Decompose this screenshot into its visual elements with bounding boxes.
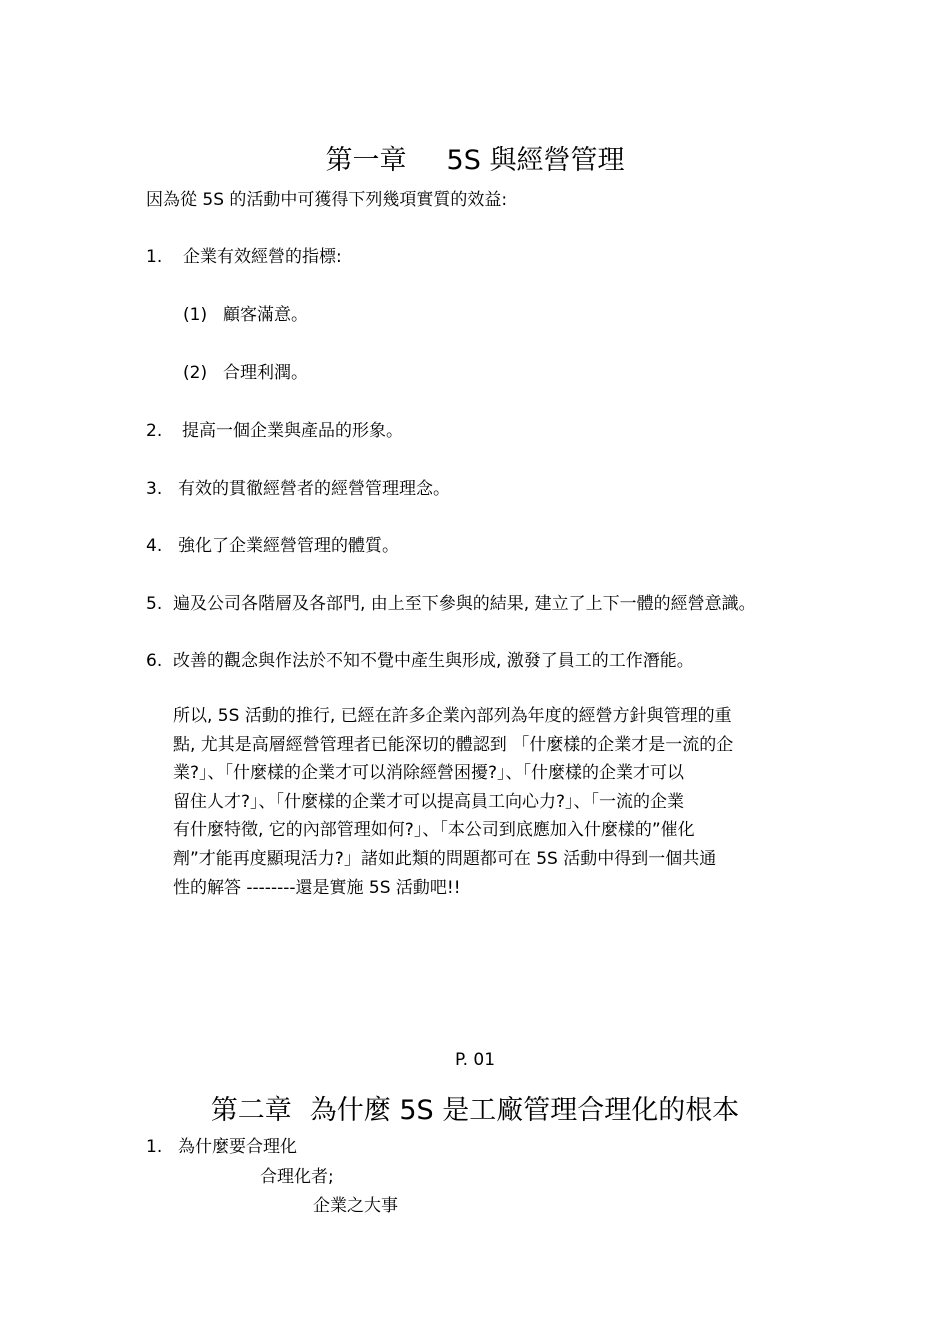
list-item-number: 1.: [146, 247, 163, 267]
page-number: P. 01: [454, 1050, 496, 1070]
list-item-number: 6.: [146, 651, 163, 671]
chapter-1-heading: 5S 與經營管理: [446, 145, 625, 176]
paragraph-line: 留住人才?」、「什麼樣的企業才可以提高員工向心力?」、「一流的企業: [173, 791, 685, 812]
sub-list-item-text: 合理利潤。: [223, 363, 308, 383]
chapter-1-paragraph: [173, 702, 813, 902]
sub-list-item-number: (1): [183, 305, 208, 325]
list-item-text: 強化了企業經營管理的體質。: [178, 536, 399, 556]
list-item-number: 2.: [146, 421, 163, 441]
paragraph-line: 所以, 5S 活動的推行, 已經在許多企業內部列為年度的經營方針與管理的重: [173, 706, 732, 726]
list-item: [146, 651, 694, 671]
list-item-number: 4.: [146, 536, 163, 556]
chapter-2-heading: 為什麼 5S 是工廠管理合理化的根本: [309, 1095, 740, 1126]
chapter-1-label: 第一章: [325, 145, 407, 176]
list-item-number: 3.: [146, 479, 163, 499]
sub-list-item-number: (2): [183, 363, 208, 383]
list-item: [146, 247, 342, 267]
paragraph-line: 點, 尤其是高層經營管理者已能深切的體認到 「什麼樣的企業才是一流的企: [173, 734, 734, 755]
list-item-text: 提高一個企業與產品的形象。: [182, 421, 403, 441]
list-item: [146, 479, 450, 499]
list-item-number: 5.: [146, 594, 163, 614]
list-item-number: 1.: [146, 1137, 163, 1157]
sub-list-item: [183, 305, 308, 325]
paragraph-line: 有什麼特徵, 它的內部管理如何?」、「本公司到底應加入什麼樣的”催化: [173, 820, 695, 841]
list-item: [146, 1137, 297, 1157]
paragraph-line: 劑”才能再度顯現活力?」諸如此類的問題都可在 5S 活動中得到一個共通: [173, 848, 717, 869]
list-item-text: 企業有效經營的指標:: [183, 247, 342, 267]
chapter-1-intro: 因為從 5S 的活動中可獲得下列幾項實質的效益:: [146, 190, 508, 210]
list-item-text: 遍及公司各階層及各部門, 由上至下參與的結果, 建立了上下一體的經營意識。: [173, 594, 756, 614]
chapter-2-line: 企業之大事: [313, 1196, 398, 1216]
list-item: [146, 421, 403, 441]
list-item-text: 有效的貫徹經營者的經營管理理念。: [178, 479, 450, 499]
sub-list-item: [183, 363, 308, 383]
list-item: [146, 594, 756, 614]
chapter-2-line: 合理化者;: [260, 1167, 334, 1187]
list-item: [146, 536, 399, 556]
chapter-2-title: [0, 1088, 950, 1127]
list-item-text: 改善的觀念與作法於不知不覺中產生與形成, 激發了員工的工作潛能。: [173, 651, 694, 671]
chapter-1-title: [0, 138, 950, 177]
paragraph-line: 性的解答 --------還是實施 5S 活動吧!!: [173, 877, 461, 898]
paragraph-line: 業?」、「什麼樣的企業才可以消除經營困擾?」、「什麼樣的企業才可以: [173, 763, 685, 784]
sub-list-item-text: 顧客滿意。: [223, 305, 308, 325]
list-item-text: 為什麼要合理化: [178, 1137, 297, 1157]
chapter-2-label: 第二章: [210, 1095, 292, 1126]
